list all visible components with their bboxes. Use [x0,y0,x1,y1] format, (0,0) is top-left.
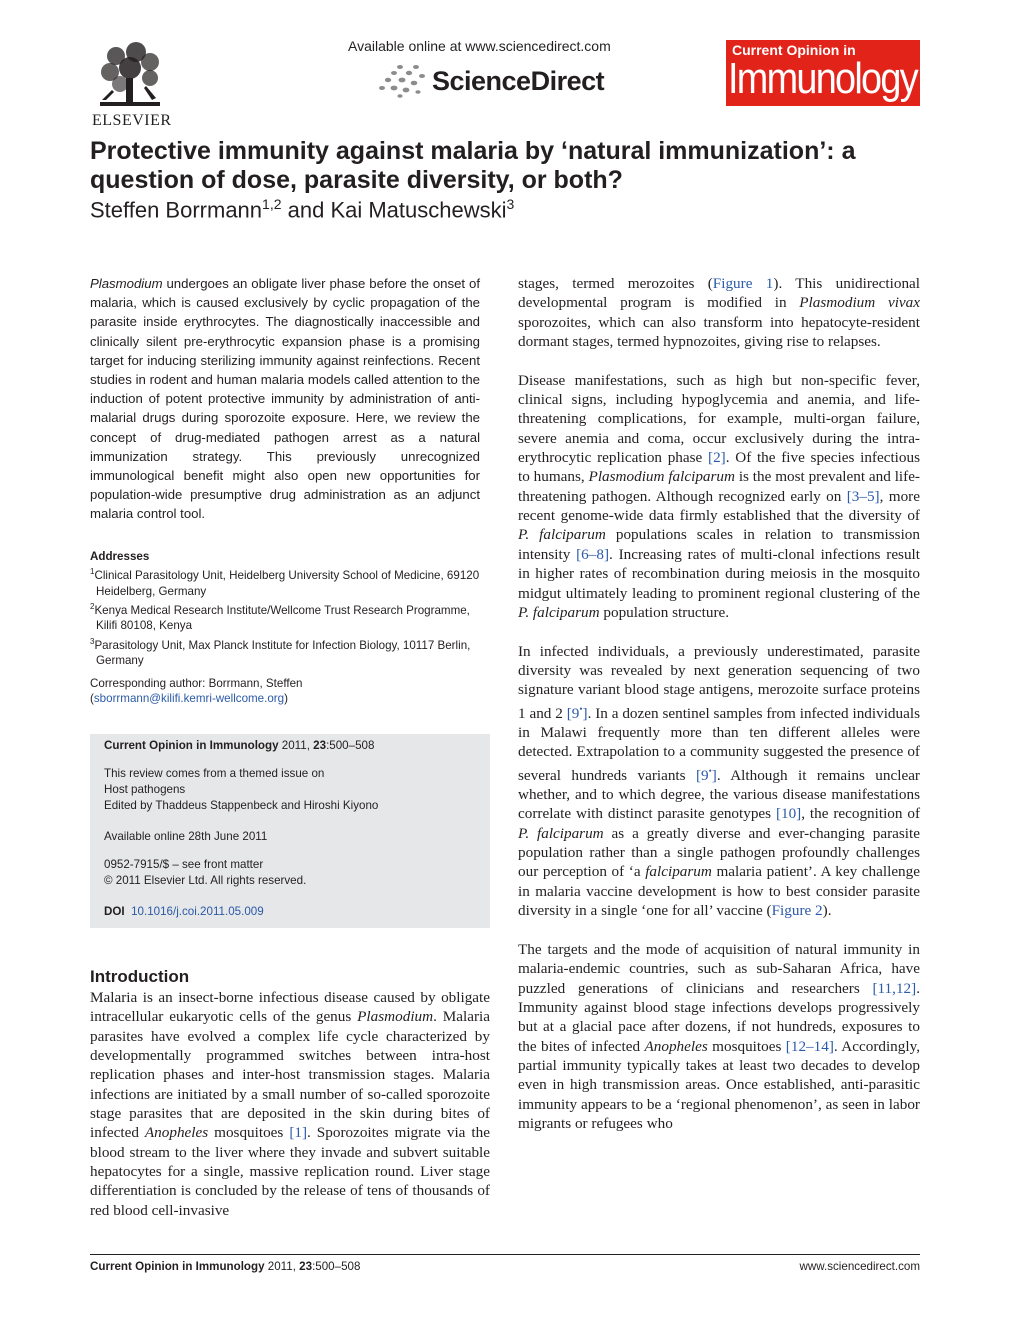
body-text: , the recognition of [801,805,920,823]
themed-issue-topic: Host pathogens [104,783,186,796]
abstract-text: undergoes an obligate liver phase before the onset of malaria, which is caused exclusively by cyclic propagation of the parasite inside erythrocytes. The diagnostically inaccessible and clinically silent pre-erythrocytic expansion phase is a promising target for inducing sterilizing immunity against reinfections. Recent studies in rodent and human malaria models called attention to the induction of potent protective immunity by administration of anti-malarial drugs during sporozoite exposure. Here, we review the concept of drug-mediated pathogen arrest as a natural immunization strategy. This previously unrecognized immunological benefit might also open new opportunities for population-wide presumptive drug administration as an adjunct malaria control tool. [90,276,480,522]
paragraph [518,940,920,1133]
italic-term: Anopheles [144,1124,209,1142]
doi-line [104,904,480,920]
body-text: . Malaria parasites have evolved a complex life cycle characterized by developmentally programmed switches between intra-host replication phases and inter-host transmission stages. Malaria infections are initiated by a small number of so-called sporozoite stage parasites that are deposited in the skin during bites of infected [90,1008,490,1142]
sciencedirect-dots-icon [374,58,430,102]
footer-journal: Current Opinion in Immunology [90,1260,265,1273]
issue-volume: 23 [313,739,327,752]
paragraph [518,642,920,921]
right-column [518,274,920,1153]
address-number: 2 [90,602,95,612]
body-text: . Of the five species infectious to humans, [518,449,920,486]
reference-link[interactable]: [9 [695,766,709,784]
reference-link[interactable]: [10] [775,805,802,823]
author-borrmann: Steffen Borrmann [90,197,263,223]
issue-citation [104,738,480,754]
sciencedirect-logo[interactable] [374,58,614,102]
reference-link[interactable]: [11,12] [872,979,917,997]
address-text: Parasitology Unit, Max Planck Institute for Infection Biology, 10117 Berlin, Germany [94,638,471,668]
body-text: . Although it remains unclear whether, and to which degree, the various disease manifestations correlate with distinct parasite genotypes [518,766,920,823]
figure-link[interactable]: Figure 1 [712,275,774,292]
reference-link[interactable]: [2] [708,449,726,467]
available-online-text[interactable]: Available online at www.sciencedirect.com [348,38,611,54]
italic-term: P. falciparum [518,603,600,621]
body-text: sporozoites, which can also transform into hepatocyte-resident dormant stages, termed hypnozoites, giving rise to relapses. [518,313,920,351]
footer-volume: 23 [299,1260,313,1273]
body-text: mosquitoes [707,1037,786,1055]
reference-dot: • [579,703,583,714]
elsevier-logo [92,42,172,130]
body-text: In infected individuals, a previously underestimated, parasite diversity was revealed by next generation sequencing of two signature variant blood stage antigens, merozoite surface proteins 1 and 2 [518,642,920,722]
italic-term: falciparum [645,863,712,881]
body-text: . Immunity against blood stage infections develops progressively but at a glacial pace after dozens, if not hundreds, exposures to the bites of infected [518,979,920,1055]
body-text: population structure. [599,603,730,621]
body-text: ). [822,902,832,920]
italic-term: Plasmodium falciparum [588,468,735,486]
address-text: Kenya Medical Research Institute/Wellcome Trust Research Programme, Kilifi 80108, Kenya [94,603,470,633]
footer-website[interactable]: www.sciencedirect.com [799,1260,920,1273]
reference-link[interactable]: [12–14] [785,1037,834,1055]
introduction-paragraph [90,988,490,1220]
author-list [90,196,514,223]
article-title: Protective immunity against malaria by ‘natural immunization’: a question of dose, parasite diversity, or both? [90,137,856,194]
abstract [90,274,480,524]
italic-term: Plasmodium [357,1008,434,1026]
body-text: . In a dozen sentinel samples from infected individuals in Malawi frequently more than ten different alleles were detected. Extrapolation to a community suggested the presence of several hundreds variants [518,704,920,784]
publisher-name: ELSEVIER [92,112,172,129]
italic-term: P. falciparum [518,526,606,544]
addresses-heading: Addresses [90,550,150,563]
author-conjunction: and [281,197,331,223]
body-text: . Increasing rates of multi-clonal infections result in higher rates of recombination during meiosis in the mosquito midgut ultimately leading to prominent regional clustering of the [518,545,921,602]
issue-journal: Current Opinion in Immunology [104,739,279,752]
reference-bracket: ] [711,766,717,784]
corresponding-author-email[interactable]: sborrmann@kilifi.kemri-wellcome.org [93,692,285,706]
reference-link[interactable]: [6–8] [576,545,610,563]
sciencedirect-wordmark: ScienceDirect [432,66,605,96]
corresponding-author-label: Corresponding author: Borrmann, Steffen [90,677,303,690]
address-item [90,564,490,599]
author-matuschewski: Kai Matuschewski [330,197,507,223]
body-text: malaria patient’. A key challenge in malaria vaccine development is how to best consider parasite diversity in a single ‘one for all’ vaccine ( [518,863,920,920]
elsevier-tree-icon [96,42,164,110]
figure-link[interactable]: Figure 2 [771,902,823,920]
doi-link[interactable]: 10.1016/j.coi.2011.05.009 [131,905,264,918]
copyright: © 2011 Elsevier Ltd. All rights reserved. [104,874,307,887]
body-text: populations scales in relation to transmission intensity [518,526,920,563]
section-heading-introduction: Introduction [90,967,190,986]
italic-term: P. falciparum [518,824,604,842]
body-text: mosquitoes [208,1124,290,1142]
italic-term: Anopheles [644,1037,708,1055]
abstract-genus: Plasmodium [90,276,163,291]
corresponding-author [90,676,490,707]
address-number: 1 [90,567,95,577]
address-item [90,599,490,634]
issn: 0952-7915/$ – see front matter [104,858,264,871]
body-text: is the most prevalent and life-threatening pathogen. Although recognized early on [518,468,920,505]
reference-link[interactable]: [9 [566,704,580,722]
italic-term: Plasmodium vivax [799,294,920,312]
body-text: , more recent genome-wide data firmly established that the diversity of [518,487,920,525]
reference-link[interactable]: [3–5] [846,487,880,505]
author-borrmann-affiliation[interactable]: 1,2 [262,196,282,212]
corresponding-author-email-line: (sborrmann@kilifi.kemri-wellcome.org) [90,692,288,706]
themed-issue-note: This review comes from a themed issue on [104,767,325,780]
reference-link[interactable]: [1] [289,1124,308,1142]
body-text: stages, termed merozoites ( [518,275,713,292]
author-matuschewski-affiliation[interactable]: 3 [506,196,515,212]
body-text: as a greatly diverse and ever-changing parasite population rather than a single pathogen profoundly challenges our perception of ‘a [518,824,920,881]
available-online-date: Available online 28th June 2011 [104,830,268,843]
address-number: 3 [90,636,95,646]
address-item [90,634,490,669]
addresses [90,549,490,668]
body-text: Malaria is an insect-borne infectious disease caused by obligate intracellular eukaryotic cells of the genus [90,989,490,1026]
footer-pages: :500–508 [312,1260,361,1273]
issue-pages: :500–508 [326,739,375,752]
address-text: Clinical Parasitology Unit, Heidelberg University School of Medicine, 69120 Heidelberg, Germany [94,569,480,598]
issue-info-box [90,734,490,928]
paragraph [518,274,920,351]
journal-banner [726,40,920,106]
journal-banner-top: Current Opinion in [732,42,856,58]
doi-label: DOI [104,905,125,918]
body-text: ). This unidirectional developmental program is modified in [518,275,920,312]
paragraph [518,371,920,622]
footer-divider [90,1254,920,1255]
journal-banner-name: Immunology [728,54,917,103]
footer-year: 2011, [264,1260,300,1273]
body-text: Disease manifestations, such as high but non-specific fever, clinical signs, including hypoglycemia and anemia, and life-threatening complications, for example, multi-organ failure, severe anemia and coma, occur exclusively during the intra-erythrocytic replication phase [518,371,920,467]
issue-year: 2011, [278,739,314,752]
reference-dot: • [708,765,712,776]
body-text: . Accordingly, partial immunity typically takes at least two decades to develop even in high transmission areas. Once established, anti-parasitic immunity appears to be a ‘regional phenomenon’, as seen in labor migrants or refugees who [518,1037,920,1132]
body-text: The targets and the mode of acquisition of natural immunity in malaria-endemic countries, such as sub-Saharan Africa, have puzzled generations of clinicians and researchers [518,940,920,997]
issue-editors: Edited by Thaddeus Stappenbeck and Hiroshi Kiyono [104,799,379,812]
footer-citation [90,1260,360,1273]
reference-bracket: ] [582,704,588,722]
body-text: . Sporozoites migrate via the blood stream to the liver where they invade and subvert suitable hepatocytes for a single, massive replication round. Liver stage differentiation is concluded by the release of tens of thousands of red blood cell-invasive [90,1124,490,1219]
